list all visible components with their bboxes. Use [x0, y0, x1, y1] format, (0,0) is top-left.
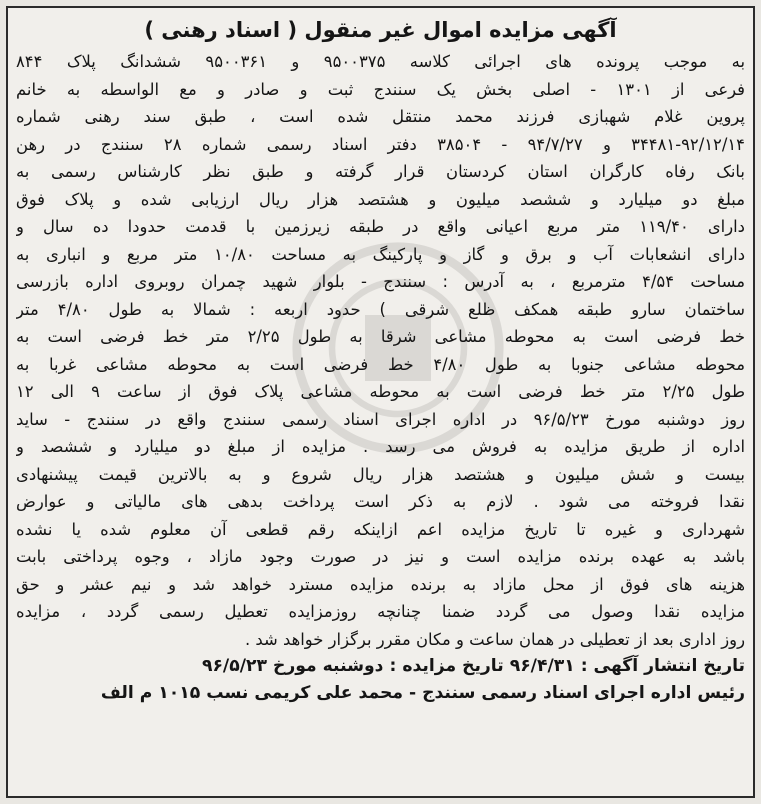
publish-date-line: تاریخ انتشار آگهی : ۹۶/۴/۳۱ تاریخ مزایده : دوشنبه مورخ ۹۶/۵/۲۳	[201, 656, 745, 676]
body-line: محوطه مشاعی جنوبا به طول ۴/۸۰ خط فرضی است به محوطه مشاعی غربا به	[16, 354, 745, 374]
body-line: نقدا فروخته می شود . لازم به ذکر است پرداخت بدهی های مالیاتی و عوارض	[16, 492, 745, 511]
body-line: بانک رفاه کارگران استان کردستان قرار گرفته و طبق نظر کارشناس رسمی به	[16, 162, 745, 181]
notice-body	[16, 48, 745, 653]
body-line: دارای انشعابات آب و برق و گاز و پارکینگ به مساحت ۱۰/۸۰ متر مربع و انباری به	[16, 244, 745, 264]
body-line: دارای ۱۱۹/۴۰ متر مربع اعیانی واقع در طبقه زیرزمین با قدمت حدودا ده سال و	[16, 217, 745, 236]
body-line: بیست و شش میلیون و هشتصد هزار ریال شروع و به بالاترین قیمت پیشنهادی	[16, 464, 745, 484]
body-line: مساحت ۴/۵۴ مترمربع ، به آدرس : سنندج - بلوار شهید چمران روبروی اداره بازرسی	[16, 272, 745, 291]
body-line: روز دوشنبه مورخ ۹۶/۵/۲۳ در اداره اجرای اسناد رسمی سنندج واقع در سنندج - ساید	[16, 409, 745, 429]
body-line: مزایده نقدا وصول می گردد ضمنا چنانچه روزمزایده تعطیل رسمی گردد ، مزایده	[16, 602, 745, 621]
body-line: روز اداری بعد از تعطیلی در همان ساعت و مکان مقرر برگزار خواهد شد .	[245, 629, 745, 649]
body-line: طول ۲/۲۵ متر خط فرضی است به محوطه مشاعی پلاک فوق از ساعت ۹ الی ۱۲	[16, 382, 745, 401]
signature-line: رئیس اداره اجرای اسناد رسمی سنندج - محمد علی کریمی نسب ۱۰۱۵ م الف	[100, 683, 745, 703]
body-line: خط فرضی است به محوطه مشاعی شرقا به طول ۲/۲۵ متر خط فرضی است به	[16, 327, 745, 346]
body-line: ۳۴۴۸۱-۹۲/۱۲/۱۴ و ۹۴/۷/۲۷ - ۳۸۵۰۴ دفتر اسناد رسمی شماره ۲۸ سنندج در رهن	[16, 134, 745, 154]
notice-clipping	[6, 6, 755, 798]
body-line: به موجب پرونده های اجرائی کلاسه ۹۵۰۰۳۷۵ و ۹۵۰۰۳۶۱ ششدانگ پلاک ۸۴۴	[16, 52, 745, 71]
body-line: اداره از طریق مزایده به فروش می رسد . مزایده از مبلغ دو میلیارد و ششصد و	[16, 437, 745, 456]
body-line: باشد به عهده برنده مزایده است و نیز در صورت وجود مازاد ، وجوه پرداختی بابت	[16, 547, 745, 566]
notice-content	[16, 12, 745, 792]
body-line: پروین غلام شهبازی فرزند محمد منتقل شده است ، طبق سند رهنی شماره	[16, 107, 745, 126]
body-line: شهرداری و غیره تا تاریخ مزایده اعم ازاینکه رقم قطعی آن معلوم شده یا نشده	[16, 519, 745, 539]
body-line: فرعی از ۱۳۰۱ - اصلی بخش یک سنندج ثبت و صادر و مع الواسطه به خانم	[16, 79, 745, 99]
notice-title: آگهی مزایده اموال غیر منقول ( اسناد رهنی )	[144, 18, 617, 42]
body-line: مبلغ دو میلیارد و ششصد میلیون و هشتصد هزار ریال ارزیابی شده و پلاک فوق	[16, 189, 745, 209]
body-line: هزینه های فوق از محل مازاد به برنده مزایده مسترد خواهد شد و نیم عشر و حق	[16, 574, 745, 594]
body-line: ساختمان سارو طبقه همکف ظلع شرقی ) حدود اربعه : شمالا به طول ۴/۸۰ متر	[16, 299, 745, 319]
